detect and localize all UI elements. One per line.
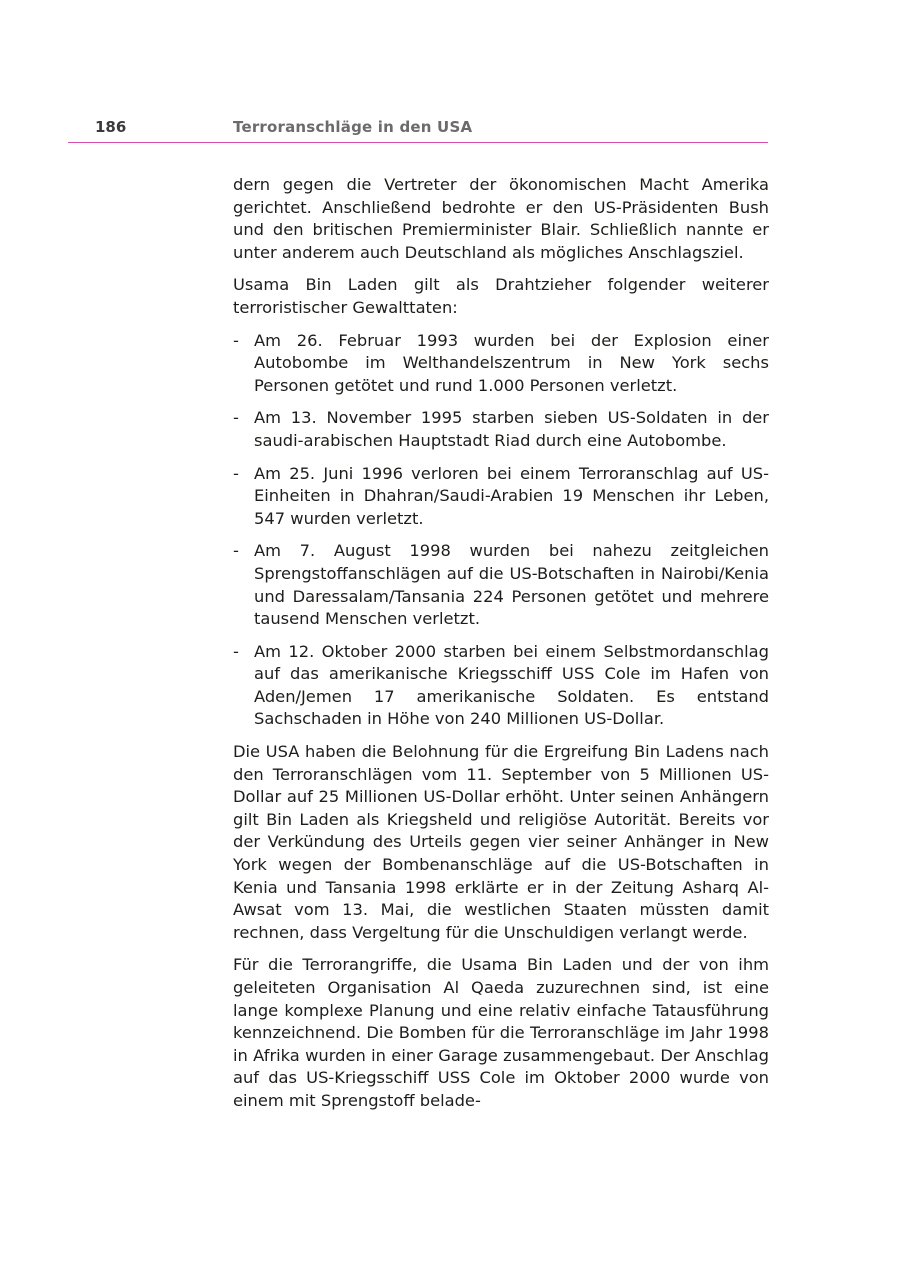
list-item bbox=[233, 407, 769, 452]
list-item-text: Am 26. Februar 1993 wurden bei der Explosion einer Autobombe im Welthandelszentrum in New York sechs Personen getötet und rund 1.000 Personen verletzt. bbox=[254, 330, 769, 395]
paragraph: Für die Terrorangriffe, die Usama Bin Laden und der von ihm geleiteten Organisation Al Qaeda zuzurechnen sind, ist eine lange komplexe Planung und eine relativ einfache Tatausführung kennzeichnend. Die Bomben für die Terroranschläge im Jahr 1998 in Afrika wurden in einer Garage zusammengebaut. Der Anschlag auf das US-Kriegsschiff USS Cole im Oktober 2000 wurde von einem mit Sprengstoff belade- bbox=[233, 955, 769, 1110]
list-bullet: - bbox=[233, 463, 239, 483]
paragraph: Die USA haben die Belohnung für die Ergreifung Bin Ladens nach den Terroranschlägen vom 11. September von 5 Millionen US-Dollar auf 25 Millionen US-Dollar erhöht. Unter seinen Anhängern gilt Bin Laden als Kriegsheld und religiöse Autorität. Bereits vor der Verkündung des Urteils gegen vier seiner Anhänger in New York wegen der Bombenanschläge auf die US-Botschaften in Kenia und Tansania 1998 erklärte er in der Zeitung Asharq Al-Awsat vom 13. Mai, die westlichen Staaten müssten damit rechnen, dass Vergeltung für die Unschuldigen verlangt werde. bbox=[233, 742, 769, 942]
list-item-text: Am 7. August 1998 wurden bei nahezu zeitgleichen Sprengstoffanschlägen auf die US-Botschaften in Nairobi/Kenia und Daressalam/Tansania 224 Personen getötet und mehrere tausend Menschen verletzt. bbox=[254, 541, 769, 629]
list-bullet: - bbox=[233, 408, 239, 428]
list-item-text: Am 12. Oktober 2000 starben bei einem Selbstmordanschlag auf das amerikanische Kriegsschiff USS Cole im Hafen von Aden/Jemen 17 amerikanische Soldaten. Es entstand Sachschaden in Höhe von 240 Millionen US-Dollar. bbox=[254, 641, 769, 729]
list-item bbox=[233, 330, 769, 398]
paragraph: dern gegen die Vertreter der ökonomischen Macht Amerika gerichtet. Anschließend bedrohte er den US-Präsidenten Bush und den britischen Premierminister Blair. Schließlich nannte er unter anderem auch Deutschland als mögliches Anschlagsziel. bbox=[233, 175, 769, 262]
body-text bbox=[233, 174, 769, 1123]
list-item bbox=[233, 641, 769, 731]
list-item-text: Am 13. November 1995 starben sieben US-Soldaten in der saudi-arabischen Hauptstadt Riad durch eine Autobombe. bbox=[254, 408, 769, 450]
list-item bbox=[233, 463, 769, 531]
paragraph: Usama Bin Laden gilt als Drahtzieher folgender weiterer terroristischer Gewalttaten: bbox=[233, 275, 769, 317]
list-item bbox=[233, 540, 769, 630]
list-bullet: - bbox=[233, 541, 239, 561]
list-bullet: - bbox=[233, 641, 239, 661]
page-number: 186 bbox=[95, 118, 127, 136]
list-bullet: - bbox=[233, 330, 239, 350]
running-title: Terroranschläge in den USA bbox=[233, 118, 473, 136]
list-item-text: Am 25. Juni 1996 verloren bei einem Terroranschlag auf US-Einheiten in Dhahran/Saudi-Arabien 19 Menschen ihr Leben, 547 wurden verletzt. bbox=[254, 463, 769, 528]
attack-list bbox=[233, 330, 769, 732]
running-header bbox=[68, 116, 768, 143]
